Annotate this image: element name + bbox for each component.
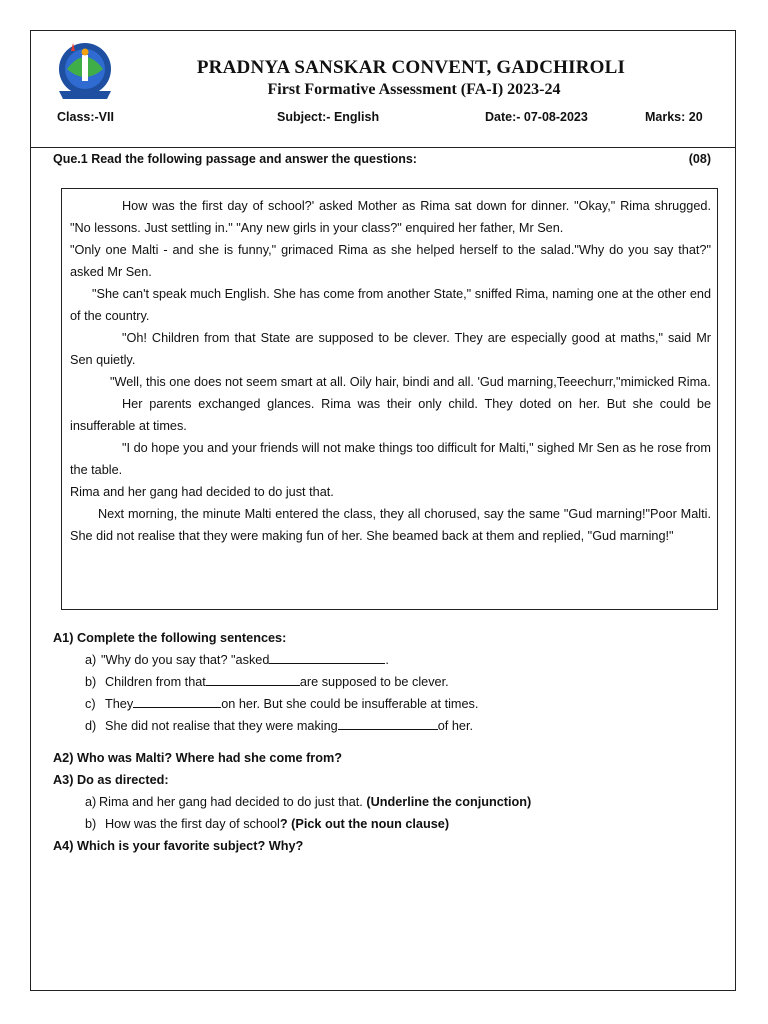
a3-item: a) Rima and her gang had decided to do just that. (Underline the conjunction) (85, 795, 532, 809)
passage-paragraph: "She can't speak much English. She has come from another State," sniffed Rima, naming one at the other end of the country. (70, 287, 711, 323)
date-label: Date:- 07-08-2023 (485, 110, 588, 124)
question-1-marks: (08) (688, 152, 711, 166)
answer-blank[interactable] (206, 673, 300, 686)
class-label: Class:-VII (57, 110, 114, 124)
subject-label: Subject:- English (277, 110, 380, 124)
passage-paragraph: "Only one Malti - and she is funny," grimaced Rima as she helped herself to the salad."Why do you say that?" asked Mr Sen. (70, 243, 711, 279)
passage-paragraph: How was the first day of school?' asked Mother as Rima sat down for dinner. "Okay," Rima shrugged. "No lessons. Just settling in." "Any new girls in your class?" enquired her father, Mr Sen. (70, 199, 711, 235)
worksheet-header (31, 31, 735, 148)
passage-paragraph: Rima and her gang had decided to do just that. (70, 485, 334, 499)
questions-section (53, 627, 713, 857)
a1-item: d) She did not realise that they were making of her. (85, 719, 474, 733)
a1-item: c) They on her. But she could be insufferable at times. (85, 697, 479, 711)
assessment-title: First Formative Assessment (FA-I) 2023-24 (267, 81, 561, 98)
answer-blank[interactable] (338, 717, 438, 730)
reading-passage (61, 188, 718, 610)
passage-paragraph: Her parents exchanged glances. Rima was their only child. They doted on her. But she could be insufferable at times. (70, 397, 711, 433)
passage-paragraph: "Oh! Children from that State are supposed to be clever. They are especially good at maths," said Mr Sen quietly. (70, 331, 711, 367)
passage-paragraph: "Well, this one does not seem smart at all. Oily hair, bindi and all. 'Gud marning,Teeechurr,"mimicked Rima. (110, 375, 711, 389)
a3-item: b) How was the first day of school? (Pick out the noun clause) (85, 817, 450, 831)
a1-item: a) "Why do you say that? "asked . (85, 653, 389, 667)
a3-title: A3) Do as directed: (53, 773, 169, 787)
a1-item: b) Children from that are supposed to be clever. (85, 675, 449, 689)
passage-paragraph: "I do hope you and your friends will not make things too difficult for Malti," sighed Mr Sen as he rose from the table. (70, 441, 711, 477)
worksheet-frame (30, 30, 736, 991)
school-name: PRADNYA SANSKAR CONVENT, GADCHIROLI (196, 57, 626, 78)
question-1-title: Que.1 Read the following passage and answer the questions: (53, 152, 417, 166)
answer-blank[interactable] (269, 651, 385, 664)
marks-label: Marks: 20 (645, 110, 703, 124)
a2-title: A2) Who was Malti? Where had she come from? (53, 751, 343, 765)
a4-title: A4) Which is your favorite subject? Why? (53, 839, 304, 853)
a1-title: A1) Complete the following sentences: (53, 631, 287, 645)
answer-blank[interactable] (133, 695, 221, 708)
passage-paragraph: Next morning, the minute Malti entered the class, they all chorused, say the same "Gud marning!"Poor Malti. She did not realise that they were making fun of her. She beamed back at them and replied, "Gud marning!" (70, 507, 711, 543)
